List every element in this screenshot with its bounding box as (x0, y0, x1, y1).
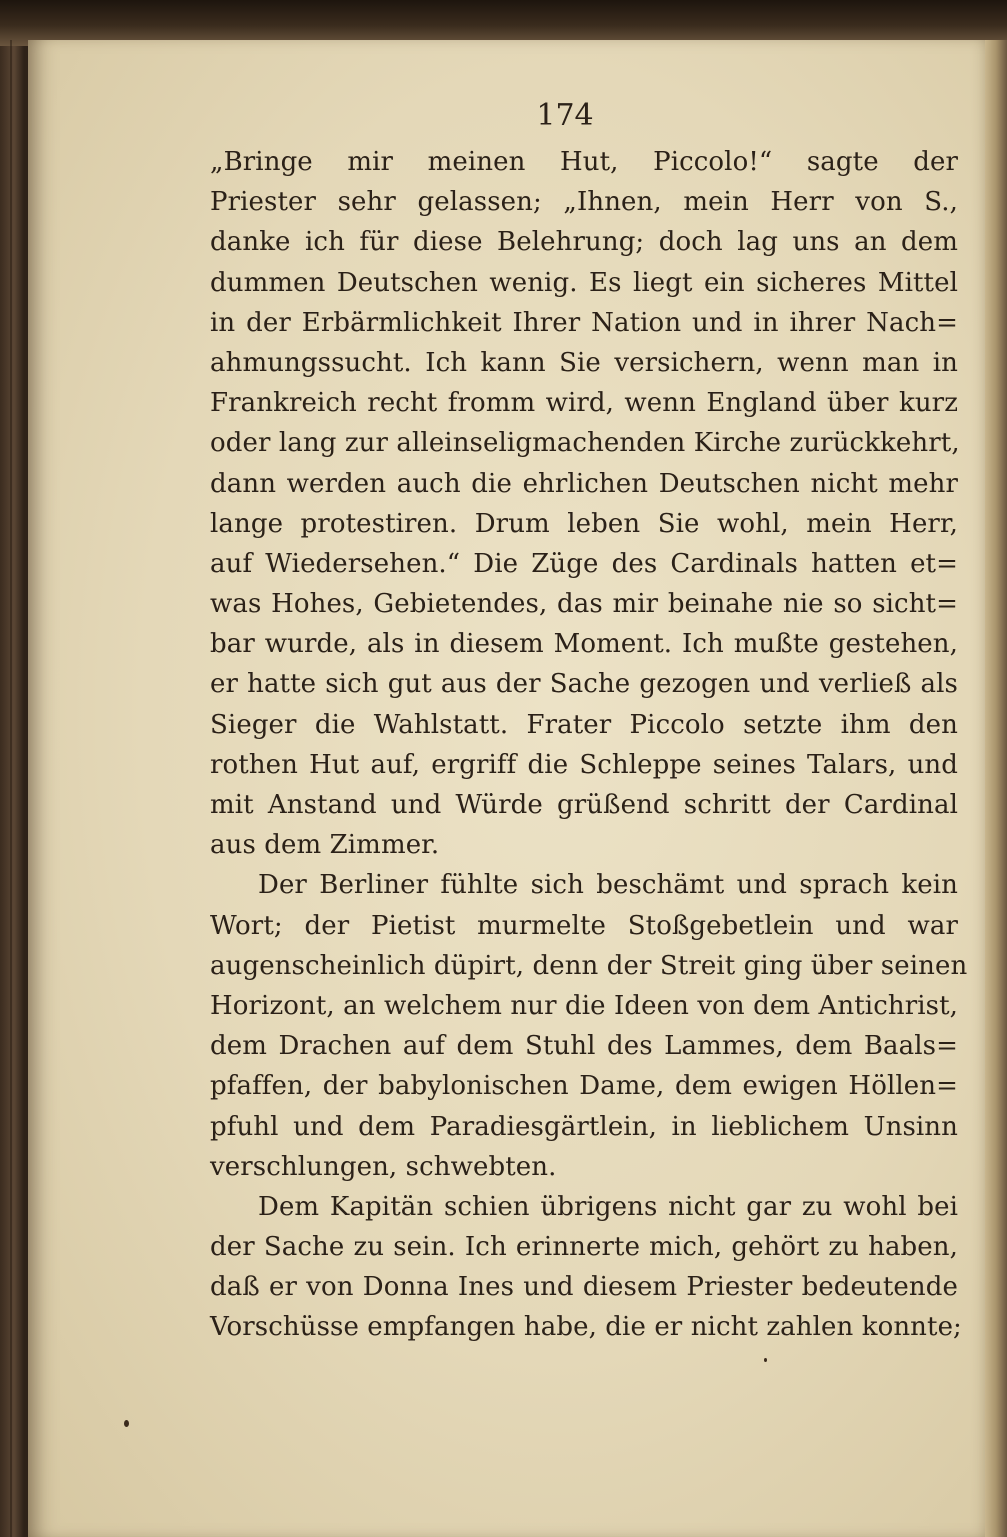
text-line: dem Drachen auf dem Stuhl des Lammes, dem Baals= (210, 1031, 958, 1062)
text-line: dummen Deutschen wenig. Es liegt ein sicheres Mittel (210, 267, 958, 298)
text-line: pfaffen, der babylonischen Dame, dem ewigen Höllen= (210, 1071, 958, 1102)
body-text (210, 142, 968, 1348)
text-line: Frankreich recht fromm wird, wenn England über kurz (210, 388, 958, 419)
text-line: rothen Hut auf, ergriff die Schleppe seines Talars, und (210, 749, 958, 780)
text-line: Priester sehr gelassen; „Ihnen, mein Herr von S., (210, 187, 958, 218)
text-line: er hatte sich gut aus der Sache gezogen und verließ als (210, 669, 958, 700)
text-line: ahmungssucht. Ich kann Sie versichern, wenn man in (210, 347, 958, 378)
paper-speck (764, 1358, 767, 1362)
page-number: 174 (536, 98, 594, 133)
text-line: „Bringe mir meinen Hut, Piccolo!“ sagte der (210, 147, 958, 177)
text-line: oder lang zur alleinseligmachenden Kirche zurückkehrt, (210, 428, 960, 459)
text-line: was Hohes, Gebietendes, das mir beinahe nie so sicht= (210, 589, 958, 620)
text-line: Vorschüsse empfangen habe, die er nicht zahlen konnte; (210, 1312, 962, 1343)
text-line: in der Erbärmlichkeit Ihrer Nation und in ihrer Nach= (210, 307, 958, 338)
text-line: aus dem Zimmer. (210, 830, 440, 861)
text-line: Der Berliner fühlte sich beschämt und sprach kein (258, 870, 958, 901)
text-line: der Sache zu sein. Ich erinnerte mich, gehört zu haben, (210, 1232, 958, 1263)
text-line: augenscheinlich düpirt, denn der Streit ging über seinen (210, 950, 968, 981)
text-line: Horizont, an welchem nur die Ideen von dem Antichrist, (210, 990, 958, 1021)
book-fore-edge (985, 40, 1007, 1537)
text-line: auf Wiedersehen.“ Die Züge des Cardinals hatten et= (210, 548, 958, 579)
text-line: lange protestiren. Drum leben Sie wohl, mein Herr, (210, 508, 958, 539)
text-line: verschlungen, schwebten. (210, 1151, 557, 1182)
text-line: dann werden auch die ehrlichen Deutschen nicht mehr (210, 468, 958, 499)
text-line: daß er von Donna Ines und diesem Priester bedeutende (210, 1272, 958, 1303)
text-line: Wort; der Pietist murmelte Stoßgebetlein und war (210, 910, 958, 941)
text-line: bar wurde, als in diesem Moment. Ich mußte gestehen, (210, 629, 958, 660)
book-page (28, 40, 988, 1537)
text-line: Dem Kapitän schien übrigens nicht gar zu wohl bei (258, 1191, 958, 1222)
paper-speck (124, 1420, 129, 1427)
text-line: mit Anstand und Würde grüßend schritt der Cardinal (210, 790, 958, 820)
book-gutter (10, 40, 12, 1537)
text-line: pfuhl und dem Paradiesgärtlein, in lieblichem Unsinn (210, 1111, 958, 1142)
text-line: danke ich für diese Belehrung; doch lag uns an dem (210, 227, 958, 258)
text-line: Sieger die Wahlstatt. Frater Piccolo setzte ihm den (210, 709, 958, 740)
